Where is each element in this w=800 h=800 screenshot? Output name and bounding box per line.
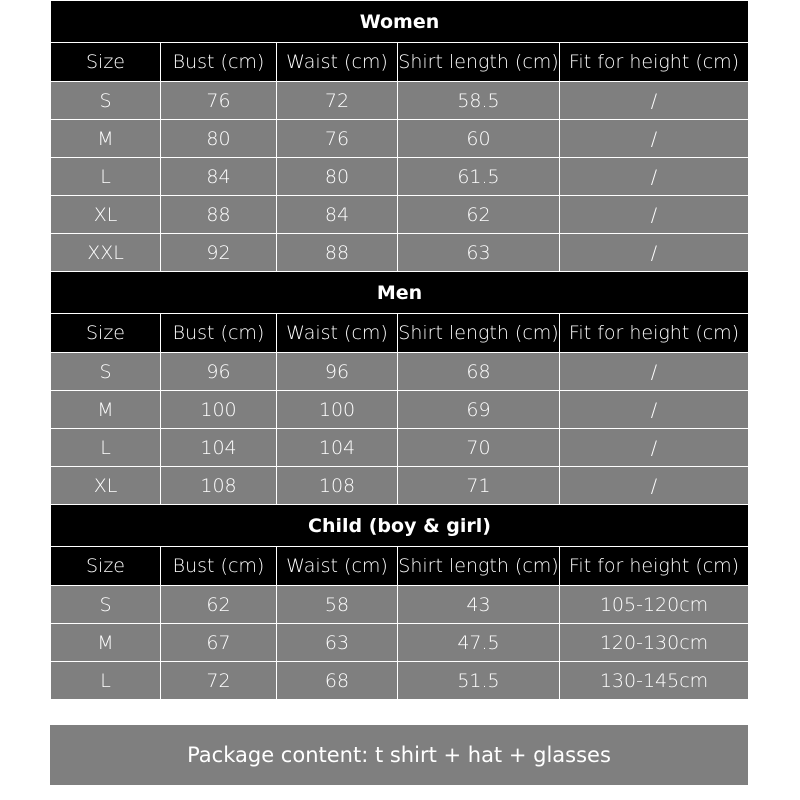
table-cell: 104 [161,429,277,467]
table-cell: 72 [277,82,398,120]
size-table [50,0,749,700]
table-cell: / [560,429,749,467]
column-header-row [51,314,749,353]
table-cell: 62 [161,586,277,624]
size-table-body [51,1,749,700]
table-cell: S [51,353,161,391]
table-cell: / [560,120,749,158]
table-cell: / [560,467,749,505]
column-header: Waist (cm) [277,547,398,586]
table-cell: 62 [398,196,560,234]
table-cell: M [51,624,161,662]
table-cell: 92 [161,234,277,272]
section-title: Men [51,272,749,314]
table-cell: 68 [398,353,560,391]
table-cell: 61.5 [398,158,560,196]
table-cell: 105-120cm [560,586,749,624]
table-cell: L [51,429,161,467]
column-header: Shirt length (cm) [398,547,560,586]
column-header: Bust (cm) [161,314,277,353]
table-row [51,586,749,624]
table-cell: 47.5 [398,624,560,662]
table-cell: 80 [161,120,277,158]
section-title: Child (boy & girl) [51,505,749,547]
table-cell: 67 [161,624,277,662]
table-cell: 130-145cm [560,662,749,700]
table-cell: 104 [277,429,398,467]
table-cell: 76 [277,120,398,158]
table-cell: 88 [277,234,398,272]
table-row [51,467,749,505]
table-cell: XL [51,467,161,505]
table-cell: 100 [277,391,398,429]
table-cell: 43 [398,586,560,624]
column-header-row [51,547,749,586]
column-header: Fit for height (cm) [560,547,749,586]
table-cell: L [51,158,161,196]
table-row [51,353,749,391]
table-cell: 70 [398,429,560,467]
table-row [51,234,749,272]
table-row [51,82,749,120]
table-row [51,158,749,196]
table-cell: L [51,662,161,700]
section-title-row [51,505,749,547]
table-cell: 108 [161,467,277,505]
table-cell: M [51,120,161,158]
table-cell: S [51,82,161,120]
table-cell: 96 [161,353,277,391]
table-cell: 51.5 [398,662,560,700]
table-cell: 100 [161,391,277,429]
table-cell: 84 [161,158,277,196]
table-cell: 58 [277,586,398,624]
table-cell: 63 [398,234,560,272]
column-header: Fit for height (cm) [560,43,749,82]
table-row [51,120,749,158]
table-cell: 63 [277,624,398,662]
table-cell: / [560,158,749,196]
table-row [51,662,749,700]
table-cell: 72 [161,662,277,700]
section-title: Women [51,1,749,43]
spacer [50,700,748,724]
table-cell: / [560,196,749,234]
table-cell: M [51,391,161,429]
table-cell: 76 [161,82,277,120]
section-title-row [51,272,749,314]
table-cell: 84 [277,196,398,234]
table-cell: / [560,353,749,391]
table-cell: 68 [277,662,398,700]
column-header: Size [51,314,161,353]
table-cell: 88 [161,196,277,234]
column-header: Shirt length (cm) [398,314,560,353]
column-header: Bust (cm) [161,43,277,82]
column-header-row [51,43,749,82]
section-title-row [51,1,749,43]
column-header: Size [51,43,161,82]
table-row [51,196,749,234]
column-header: Fit for height (cm) [560,314,749,353]
size-chart [50,0,748,785]
table-row [51,391,749,429]
table-cell: / [560,234,749,272]
table-cell: / [560,391,749,429]
table-row [51,429,749,467]
table-cell: 58.5 [398,82,560,120]
table-cell: XL [51,196,161,234]
column-header: Waist (cm) [277,314,398,353]
column-header: Shirt length (cm) [398,43,560,82]
table-cell: 96 [277,353,398,391]
table-cell: 108 [277,467,398,505]
table-cell: 80 [277,158,398,196]
table-cell: XXL [51,234,161,272]
table-cell: 60 [398,120,560,158]
table-cell: S [51,586,161,624]
column-header: Waist (cm) [277,43,398,82]
table-cell: 120-130cm [560,624,749,662]
table-cell: 71 [398,467,560,505]
table-cell: 69 [398,391,560,429]
column-header: Size [51,547,161,586]
table-row [51,624,749,662]
package-content-text: Package content: t shirt + hat + glasses [187,743,611,767]
column-header: Bust (cm) [161,547,277,586]
table-cell: / [560,82,749,120]
package-content-banner [50,725,748,785]
